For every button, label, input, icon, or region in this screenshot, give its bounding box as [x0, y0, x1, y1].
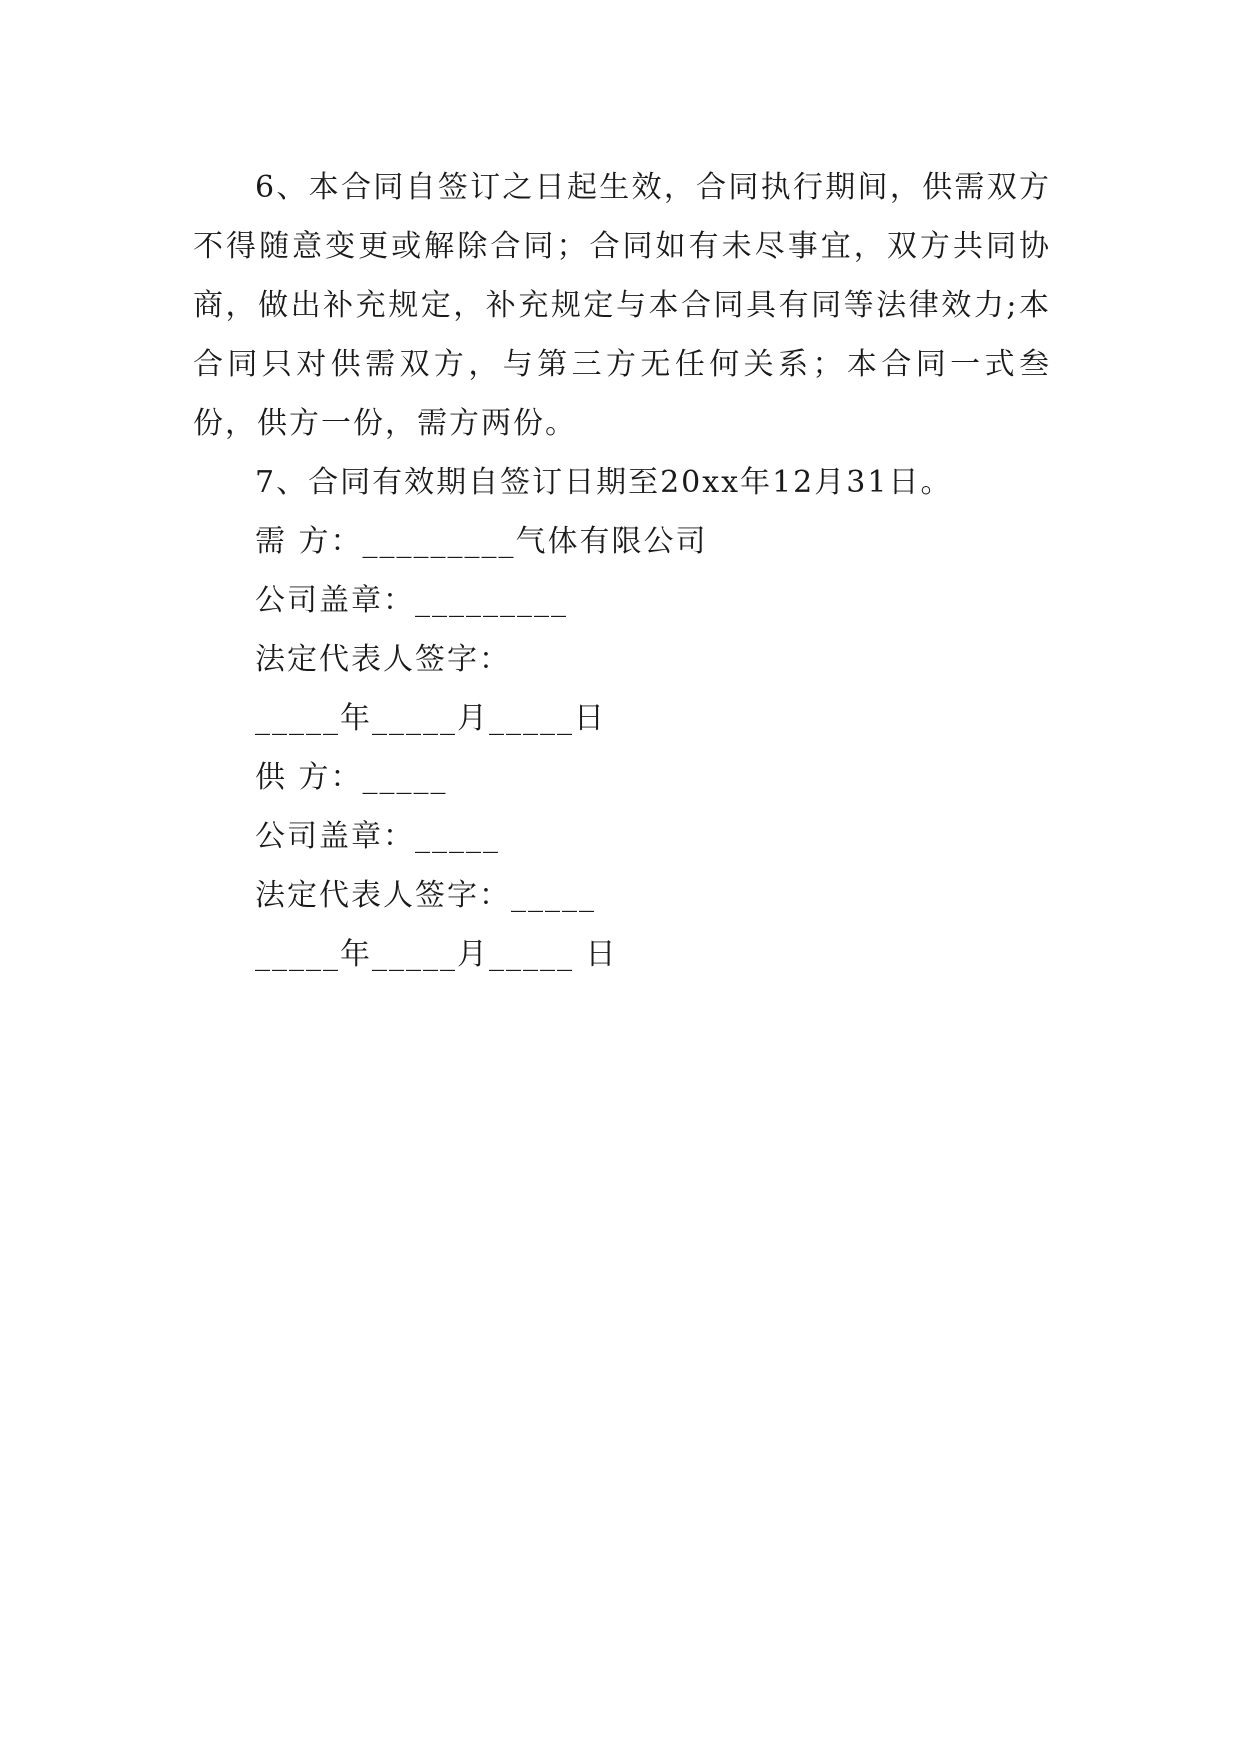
supplier-seal-line: 公司盖章：_____ [255, 819, 500, 854]
buyer-seal-line: 公司盖章：_________ [255, 583, 568, 618]
supplier-party-line: 供 方：_____ [255, 760, 448, 795]
buyer-party-line: 需 方：_________气体有限公司 [255, 524, 708, 559]
supplier-signature-line: 法定代表人签字：_____ [255, 878, 596, 913]
clause-6: 6、本合同自签订之日起生效，合同执行期间，供需双方不得随意变更或解除合同；合同如有未尽事宜，双方共同协商，做出补充规定，补充规定与本合同具有同等法律效力;本合同只对供需双方，与第三方无任何关系；本合同一式叁份，供方一份，需方两份。 [193, 170, 1051, 441]
buyer-date-line: _____年_____月_____日 [255, 701, 606, 736]
contract-body [193, 158, 1051, 984]
buyer-signature-line: 法定代表人签字： [255, 642, 511, 677]
buyer-signature-block [193, 512, 1051, 748]
clause-7: 7、合同有效期自签订日期至20xx年12月31日。 [255, 465, 953, 500]
supplier-date-line: _____年_____月_____ 日 [255, 937, 618, 972]
supplier-signature-block [193, 748, 1051, 984]
